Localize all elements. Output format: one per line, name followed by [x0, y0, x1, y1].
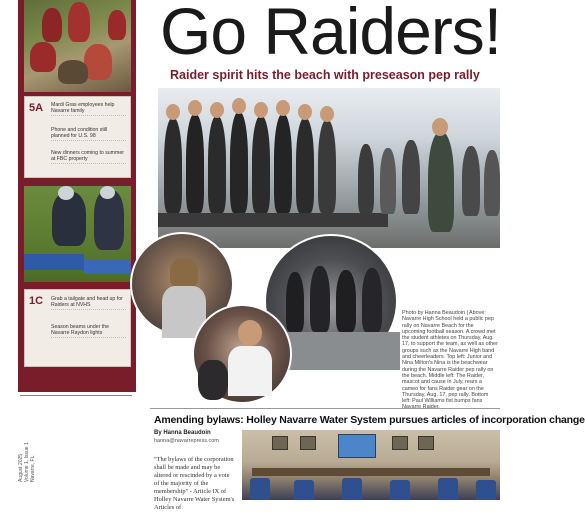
teaser-item[interactable]: Phone and condition still planned for U.S. 98	[51, 127, 126, 141]
issue-date: August 2025	[18, 453, 24, 482]
stage	[158, 213, 388, 227]
page-subhead: Raider spirit hits the beach with preseason pep rally	[170, 68, 480, 82]
issue-volume: Volume 1, Issue 1	[24, 442, 30, 482]
sidebar-footer	[20, 395, 132, 500]
section-number: 1C	[29, 295, 44, 307]
story-headline[interactable]: Amending bylaws: Holley Navarre Water System pursues articles of incorporation change	[154, 414, 585, 426]
page-headline: Go Raiders!	[160, 0, 502, 68]
pep-rally-photo[interactable]	[158, 88, 500, 248]
main-column	[140, 0, 585, 511]
band-member-circle-photo[interactable]	[192, 304, 292, 404]
sidebar	[0, 0, 140, 500]
teaser-item[interactable]: Season beams under the Navarre Raydon lights	[51, 324, 126, 338]
football-photo[interactable]	[24, 186, 131, 282]
story-byline: By Hanna Beaudoin	[154, 430, 211, 436]
volunteers-photo[interactable]	[24, 0, 131, 92]
section-divider	[150, 408, 500, 409]
issue-location: Navarre, FL	[30, 455, 36, 482]
story-body: "The bylaws of the corporation shall be made and may be altered or rescinded by a vote of the majority of the membership" - Article IX of Holley Navarre Water System's Articles of	[154, 456, 235, 511]
author-email[interactable]: hanna@navarrepress.com	[154, 438, 219, 444]
section-number: 5A	[29, 102, 44, 114]
issue-info	[18, 412, 36, 482]
teaser-item[interactable]: New dinners coming to summer at FBC property	[51, 150, 126, 164]
water-board-meeting-photo[interactable]	[242, 430, 500, 500]
teaser-1c[interactable]	[24, 289, 131, 367]
photo-caption: Photo by Hanna Beaudoin | Above: Navarre High School held a public pep rally on Navarre Beach for the upcoming football season. A crowd met the student athletes on Thursday, Aug. 17, to support the team, as well as other groups such as the Navarre High band and cheerleaders. Top left: Junior and Nina Milton's Nina is the beachwear during the Navarre Raider pep rally on the beach. Middle left: The Raider, mascot and cause in July, rears a cameo for fans Raider gear on the Thursday, Aug. 17, pep rally. Bottom left: Paul Williams fist bumps fans	[402, 310, 498, 405]
teaser-item[interactable]: Mardi Gras employees help Navarre family	[51, 102, 126, 116]
teaser-5a[interactable]	[24, 96, 131, 178]
teaser-item[interactable]: Grab a tailgate and head up for Raiders at NVHS	[51, 296, 126, 310]
